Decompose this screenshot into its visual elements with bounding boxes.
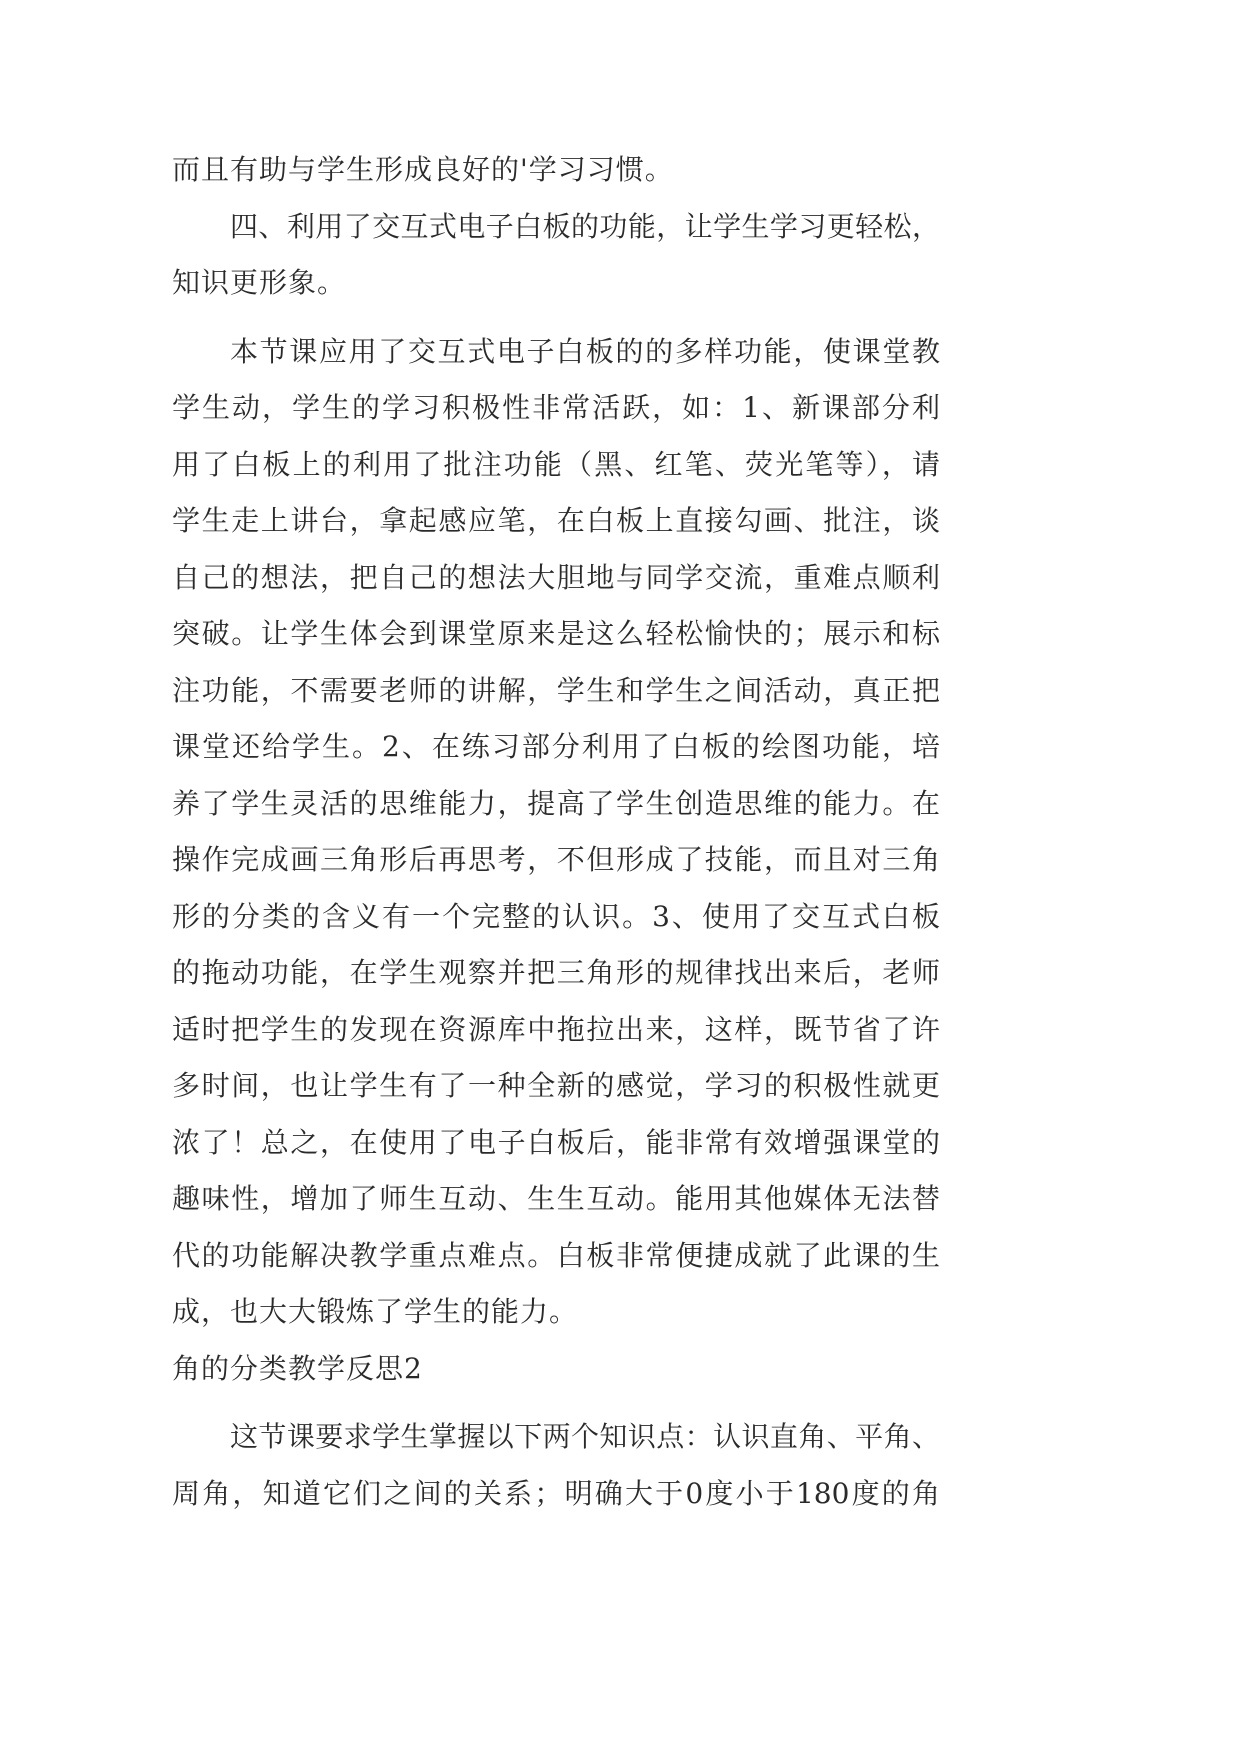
paragraph-line: 注功能，不需要老师的讲解，学生和学生之间活动，真正把 bbox=[172, 674, 940, 707]
paragraph-line: 操作完成画三角形后再思考，不但形成了技能，而且对三角 bbox=[172, 843, 940, 876]
paragraph-line: 学生走上讲台，拿起感应笔，在白板上直接勾画、批注，谈 bbox=[172, 504, 940, 537]
paragraph-line: 知识更形象。 bbox=[172, 266, 347, 299]
paragraph-line: 周角，知道它们之间的关系；明确大于0度小于180度的角 bbox=[172, 1477, 940, 1510]
paragraph-line: 适时把学生的发现在资源库中拖拉出来，这样，既节省了许 bbox=[172, 1013, 940, 1046]
paragraph-line: 而且有助与学生形成良好的'学习习惯。 bbox=[172, 153, 674, 186]
paragraph-line: 代的功能解决教学重点难点。白板非常便捷成就了此课的生 bbox=[172, 1239, 940, 1272]
section-heading: 角的分类教学反思2 bbox=[172, 1352, 423, 1385]
paragraph-line: 用了白板上的利用了批注功能（黑、红笔、荧光笔等），请 bbox=[172, 448, 940, 481]
paragraph-line: 多时间，也让学生有了一种全新的感觉，学习的积极性就更 bbox=[172, 1069, 940, 1102]
paragraph-line: 学生动，学生的学习积极性非常活跃，如：1、新课部分利 bbox=[172, 391, 940, 424]
paragraph-line: 自己的想法，把自己的想法大胆地与同学交流，重难点顺利 bbox=[172, 561, 940, 594]
paragraph-line: 形的分类的含义有一个完整的认识。3、使用了交互式白板 bbox=[172, 900, 940, 933]
paragraph-line: 趣味性，增加了师生互动、生生互动。能用其他媒体无法替 bbox=[172, 1182, 940, 1215]
paragraph-line: 养了学生灵活的思维能力，提高了学生创造思维的能力。在 bbox=[172, 787, 940, 820]
paragraph-line: 课堂还给学生。2、在练习部分利用了白板的绘图功能，培 bbox=[172, 730, 940, 763]
paragraph-line: 成，也大大锻炼了学生的能力。 bbox=[172, 1295, 579, 1328]
paragraph-line: 的拖动功能，在学生观察并把三角形的规律找出来后，老师 bbox=[172, 956, 940, 989]
paragraph-line: 本节课应用了交互式电子白板的的多样功能，使课堂教 bbox=[230, 335, 940, 368]
paragraph-line: 这节课要求学生掌握以下两个知识点：认识直角、平角、 bbox=[230, 1420, 940, 1453]
paragraph-line: 突破。让学生体会到课堂原来是这么轻松愉快的；展示和标 bbox=[172, 617, 940, 650]
paragraph-line: 浓了！总之，在使用了电子白板后，能非常有效增强课堂的 bbox=[172, 1126, 940, 1159]
paragraph-line: 四、利用了交互式电子白板的功能，让学生学习更轻松， bbox=[230, 210, 940, 243]
